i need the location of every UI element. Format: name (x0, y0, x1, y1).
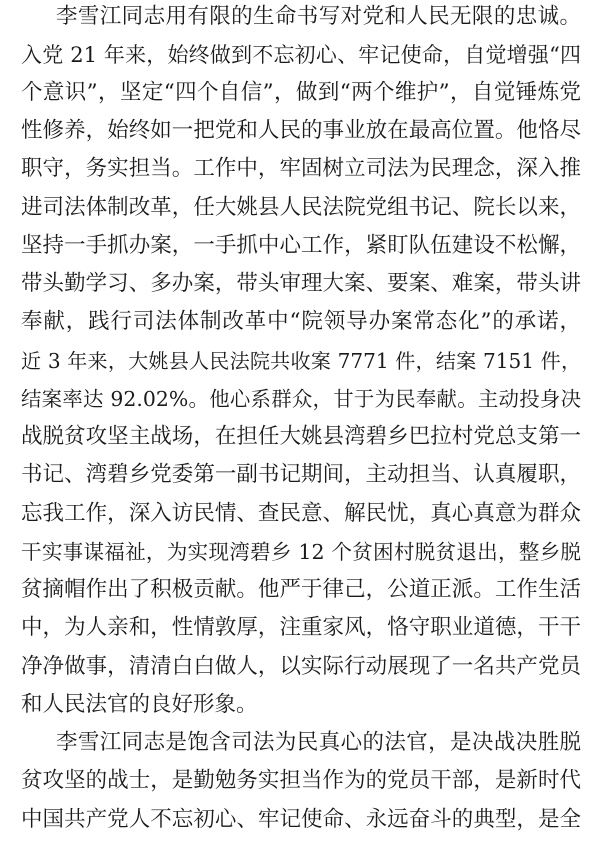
text-line: 中，为人亲和，性情敦厚，注重家风，恪守职业道德，干干 (21, 615, 581, 640)
text-line: 坚持一手抓办案，一手抓中心工作，紧盯队伍建设不松懈， (21, 233, 581, 258)
text-line: 贫攻坚的战士，是勤勉务实担当作为的党员干部，是新时代 (21, 768, 581, 793)
text-line: 个意识”，坚定“四个自信”，做到“两个维护”，自觉锤炼党 (21, 80, 581, 105)
text-line: 李雪江同志是饱含司法为民真心的法官，是决战决胜脱 (56, 730, 581, 755)
text-line: 性修养，始终如一把党和人民的事业放在最高位置。他恪尽 (21, 118, 581, 143)
text-line: 带头勤学习、多办案，带头审理大案、要案、难案，带头讲 (21, 271, 581, 296)
text-line: 近 3 年来，大姚县人民法院共收案 7771 件，结案 7151 件， (21, 349, 581, 373)
text-line: 书记、湾碧乡党委第一副书记期间，主动担当、认真履职， (21, 462, 581, 487)
text-line: 干实事谋福祉，为实现湾碧乡 12 个贫困村脱贫退出，整乡脱 (21, 540, 581, 564)
text-line: 和人民法官的良好形象。 (21, 692, 258, 717)
text-line: 战脱贫攻坚主战场，在担任大姚县湾碧乡巴拉村党总支第一 (21, 424, 581, 449)
text-line: 中国共产党人不忘初心、牢记使命、永远奋斗的典型，是全 (21, 807, 581, 832)
text-line: 净净做事，清清白白做人，以实际行动展现了一名共产党员 (21, 654, 581, 679)
text-line: 李雪江同志用有限的生命书写对党和人民无限的忠诚。 (56, 4, 581, 29)
text-line: 进司法体制改革，任大姚县人民法院党组书记、院长以来， (21, 195, 581, 220)
text-line: 忘我工作，深入访民情、查民意、解民忧，真心真意为群众 (21, 501, 581, 526)
text-line: 入党 21 年来，始终做到不忘初心、牢记使命，自觉增强“四 (21, 43, 581, 67)
text-line: 职守，务实担当。工作中，牢固树立司法为民理念，深入推 (21, 156, 581, 181)
text-line: 贫摘帽作出了积极贡献。他严于律己，公道正派。工作生活 (21, 577, 581, 602)
text-line: 结案率达 92.02%。他心系群众，甘于为民奉献。主动投身决 (21, 387, 581, 411)
text-line: 奉献，践行司法体制改革中“院领导办案常态化”的承诺， (21, 309, 581, 334)
